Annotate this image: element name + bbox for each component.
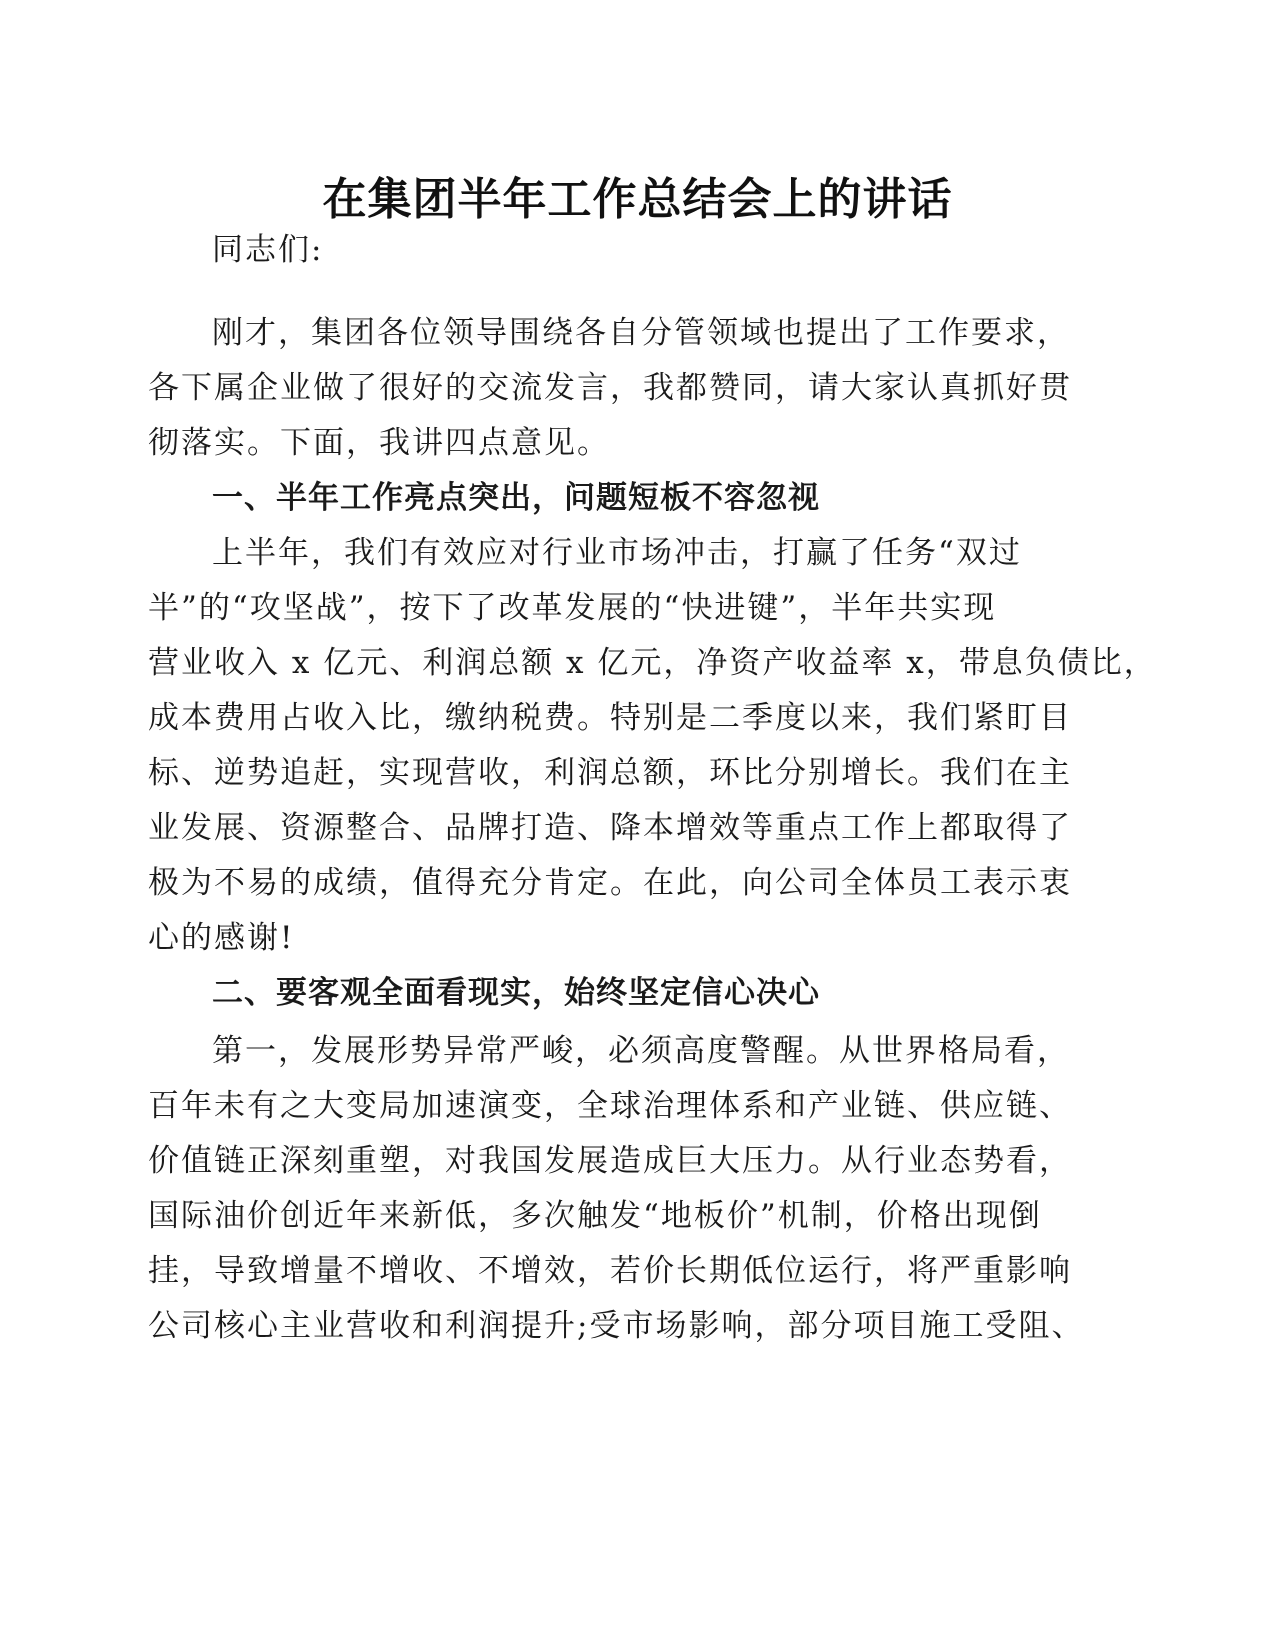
paragraph-line: 国际油价创近年来新低，多次触发“地板价”机制，价格出现倒 — [148, 1198, 1042, 1234]
paragraph-line: 极为不易的成绩，值得充分肯定。在此，向公司全体员工表示衷 — [148, 865, 1072, 901]
paragraph-line: 成本费用占收入比，缴纳税费。特别是二季度以来，我们紧盯目 — [148, 700, 1072, 736]
paragraph-line: 半”的“攻坚战”，按下了改革发展的“快进键”，半年共实现 — [148, 590, 997, 626]
paragraph-line: 彻落实。下面，我讲四点意见。 — [148, 425, 610, 461]
paragraph-line: 营业收入 x 亿元、利润总额 x 亿元，净资产收益率 x，带息负债比， — [148, 645, 1157, 681]
paragraph-line: 标、逆势追赶，实现营收，利润总额，环比分别增长。我们在主 — [148, 755, 1072, 791]
paragraph-line: 刚才，集团各位领导围绕各自分管领域也提出了工作要求， — [212, 315, 1070, 351]
section-heading: 二、要客观全面看现实，始终坚定信心决心 — [212, 975, 820, 1011]
paragraph-line: 公司核心主业营收和利润提升;受市场影响，部分项目施工受阻、 — [148, 1308, 1085, 1344]
paragraph-line: 百年未有之大变局加速演变，全球治理体系和产业链、供应链、 — [148, 1088, 1072, 1124]
paragraph-line: 第一，发展形势异常严峻，必须高度警醒。从世界格局看， — [212, 1033, 1070, 1069]
paragraph-line: 心的感谢! — [148, 920, 295, 956]
document-title: 在集团半年工作总结会上的讲话 — [322, 174, 953, 225]
paragraph-line: 各下属企业做了很好的交流发言，我都赞同，请大家认真抓好贯 — [148, 370, 1072, 406]
paragraph-line: 挂，导致增量不增收、不增效，若价长期低位运行，将严重影响 — [148, 1253, 1072, 1289]
salutation: 同志们: — [212, 232, 324, 268]
section-heading: 一、半年工作亮点突出，问题短板不容忽视 — [212, 480, 820, 516]
paragraph-line: 上半年，我们有效应对行业市场冲击，打赢了任务“双过 — [212, 535, 1022, 571]
paragraph-line: 价值链正深刻重塑，对我国发展造成巨大压力。从行业态势看， — [148, 1143, 1072, 1179]
paragraph-line: 业发展、资源整合、品牌打造、降本增效等重点工作上都取得了 — [148, 810, 1072, 846]
